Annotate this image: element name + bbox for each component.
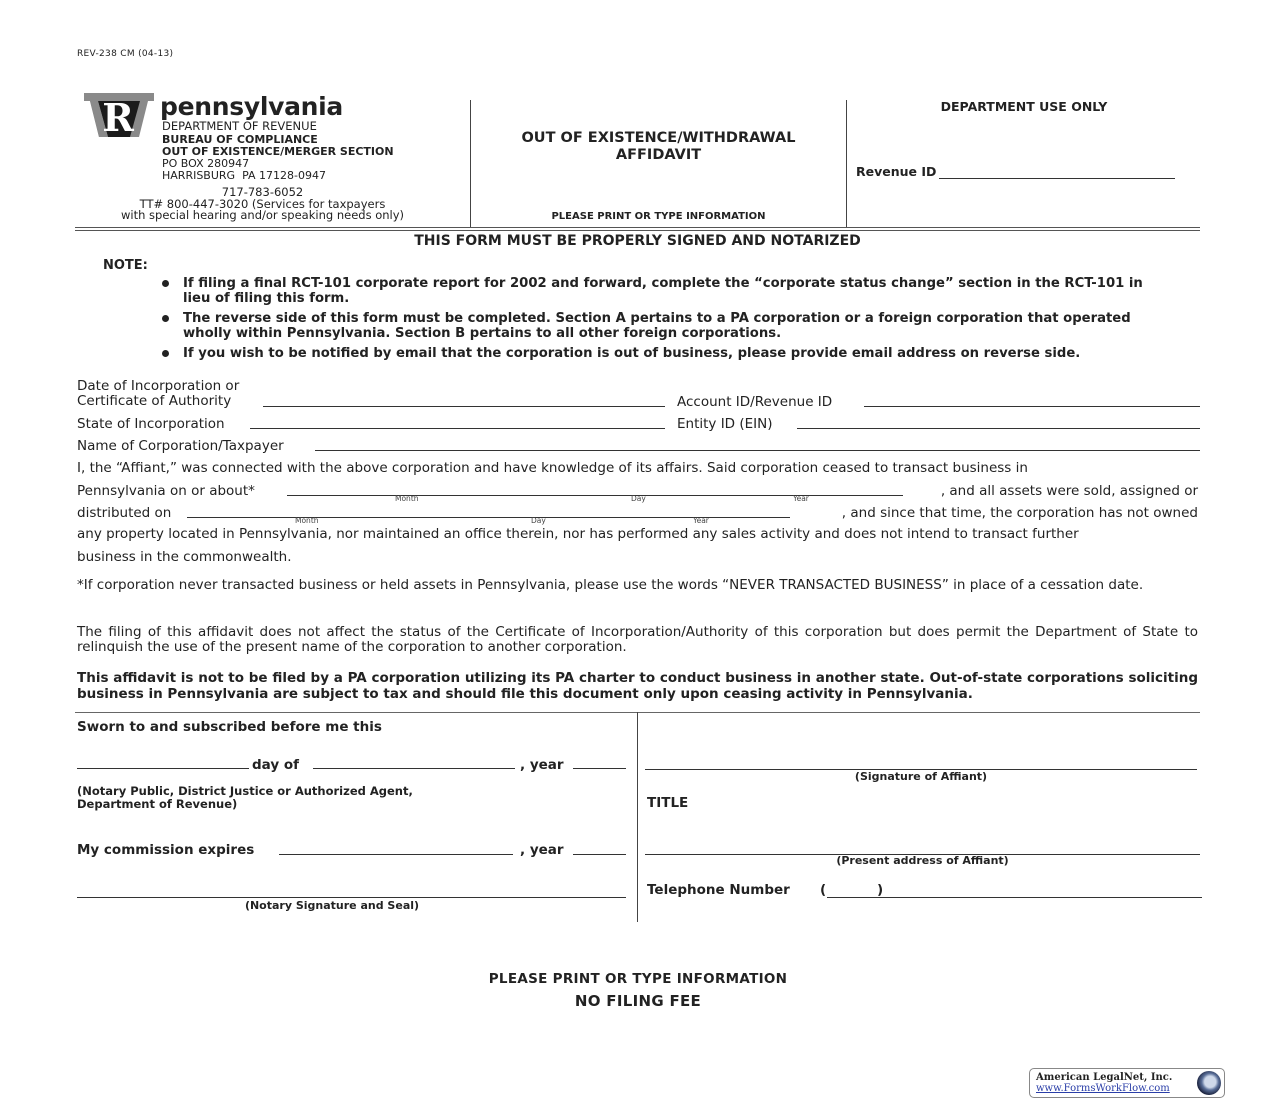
notary-signature-caption: (Notary Signature and Seal) — [244, 899, 420, 912]
department-name: DEPARTMENT OF REVENUE — [162, 119, 317, 133]
affidavit-line-5: business in the commonwealth. — [77, 549, 292, 565]
affidavit-line-1: I, the “Affiant,” was connected with the above corporation and have knowledge of its affairs. Said corporation ceased to transact business in — [77, 460, 1028, 476]
title-line-1: OUT OF EXISTENCE/WITHDRAWAL — [521, 130, 796, 146]
revenue-id-input[interactable] — [939, 166, 1175, 179]
revenue-id-label: Revenue ID — [856, 164, 937, 179]
year-label: , year — [520, 757, 564, 773]
corporation-name-input[interactable] — [315, 438, 1200, 451]
caption-line: (Notary Public, District Justice or Authorized Agent, — [77, 784, 413, 798]
filing-effect-note: The filing of this affidavit does not affect the status of the Certificate of Incorporation/Authority of this corporation but does permit the Department of State to relinquish the use of the present name of the corporation to another corporation. — [77, 624, 1198, 655]
no-filing-fee: NO FILING FEE — [574, 992, 702, 1010]
affiant-address-caption: (Present address of Affiant) — [836, 854, 1009, 867]
date-incorporation-input[interactable] — [263, 394, 665, 407]
telephone-label: Telephone Number — [647, 882, 790, 898]
month-label: Month — [395, 494, 419, 503]
area-code-open: ( — [820, 882, 827, 898]
phone-number: 717-783-6052 — [221, 185, 304, 199]
mailing-address — [162, 134, 394, 182]
svg-text:R: R — [102, 95, 134, 137]
date-incorporation-label — [77, 379, 239, 409]
sworn-day-input[interactable] — [77, 756, 249, 769]
signature-divider — [637, 712, 638, 922]
state-name: pennsylvania — [160, 92, 343, 121]
note-item: If filing a final RCT-101 corporate report for 2002 and forward, complete the “corporate status change” section in the RCT-101 in lieu of filing this form. — [160, 276, 1174, 306]
header-divider — [470, 100, 471, 227]
note-label: NOTE: — [103, 258, 148, 273]
label-line: Certificate of Authority — [77, 393, 232, 409]
day-of-label: day of — [252, 757, 300, 773]
affidavit-line-3-end: , and since that time, the corporation has not owned — [841, 505, 1198, 521]
area-code-close: ) — [877, 882, 884, 898]
department-use-heading: DEPARTMENT USE ONLY — [940, 99, 1108, 114]
globe-icon — [1197, 1071, 1221, 1095]
affiant-signature-caption: (Signature of Affiant) — [854, 770, 988, 783]
sworn-label: Sworn to and subscribed before me this — [77, 719, 382, 735]
account-id-label: Account ID/Revenue ID — [677, 394, 833, 410]
bureau: BUREAU OF COMPLIANCE — [162, 133, 318, 146]
commission-label: My commission expires — [77, 842, 255, 858]
entity-id-input[interactable] — [797, 416, 1200, 429]
affidavit-line-3-start: distributed on — [77, 505, 172, 521]
commission-date-input[interactable] — [279, 842, 513, 855]
entity-id-label: Entity ID (EIN) — [677, 416, 773, 432]
contact-phones — [75, 187, 450, 222]
day-label: Day — [631, 494, 646, 503]
notary-caption — [77, 785, 413, 811]
pa-charter-warning: This affidavit is not to be filed by a PA corporation utilizing its PA charter to conduct business in another state. Out-of-state corporations soliciting business in Pennsylvania are subject to tax and should file this document only upon ceasing activity in Pennsylvania. — [77, 670, 1198, 702]
american-legalnet-badge[interactable] — [1029, 1068, 1225, 1098]
title-line-2: AFFIDAVIT — [615, 147, 702, 163]
year-label: Year — [793, 494, 809, 503]
label-line: Date of Incorporation or — [77, 378, 240, 394]
sworn-year-input[interactable] — [573, 756, 626, 769]
form-title — [472, 130, 845, 164]
cessation-date-input[interactable] — [287, 483, 903, 496]
revenue-id-field — [856, 164, 1175, 179]
title-label: TITLE — [647, 795, 689, 811]
section: OUT OF EXISTENCE/MERGER SECTION — [162, 145, 394, 158]
footer-print-note: PLEASE PRINT OR TYPE INFORMATION — [488, 971, 788, 987]
commission-year-input[interactable] — [573, 842, 626, 855]
pa-keystone-logo — [84, 93, 154, 137]
city-state-zip: HARRISBURG PA 17128-0947 — [162, 169, 326, 182]
state-incorporation-label: State of Incorporation — [77, 416, 225, 432]
telephone-input[interactable] — [827, 885, 1202, 898]
note-item: If you wish to be notified by email that the corporation is out of business, please provide email address on reverse side. — [160, 346, 1174, 361]
affidavit-line-2-start: Pennsylvania on or about* — [77, 483, 255, 499]
affiant-signature-input[interactable] — [645, 757, 1197, 770]
badge-company: American LegalNet, Inc. — [1036, 1072, 1173, 1083]
state-incorporation-input[interactable] — [250, 416, 665, 429]
day-label: Day — [531, 516, 546, 525]
note-list — [160, 276, 1174, 366]
year-label: Year — [693, 516, 709, 525]
year-label: , year — [520, 842, 564, 858]
never-transacted-note: *If corporation never transacted business or held assets in Pennsylvania, please use the words “NEVER TRANSACTED BUSINESS” in place of a cessation date. — [77, 577, 1144, 593]
tt-line-1: TT# 800-447-3020 (Services for taxpayers — [139, 196, 386, 211]
note-item: The reverse side of this form must be completed. Section A pertains to a PA corporation or a foreign corporation that operated wholly within Pennsylvania. Section B pertains to all other foreign corporations. — [160, 311, 1174, 341]
po-box: PO BOX 280947 — [162, 157, 250, 170]
affidavit-line-4: any property located in Pennsylvania, nor maintained an office therein, nor has performed any sales activity and does not intend to transact further — [77, 526, 1079, 542]
badge-link[interactable]: www.FormsWorkFlow.com — [1036, 1083, 1170, 1094]
header-divider — [846, 100, 847, 227]
notary-signature-input[interactable] — [77, 885, 626, 898]
notarize-warning: THIS FORM MUST BE PROPERLY SIGNED AND NOTARIZED — [414, 233, 861, 249]
account-id-input[interactable] — [864, 394, 1200, 407]
tt-line-2: with special hearing and/or speaking needs only) — [120, 208, 405, 222]
print-instruction: PLEASE PRINT OR TYPE INFORMATION — [551, 211, 766, 222]
caption-line: Department of Revenue) — [77, 797, 238, 811]
header-rule — [75, 227, 1200, 231]
affidavit-line-2-end: , and all assets were sold, assigned or — [940, 483, 1198, 499]
sworn-month-input[interactable] — [313, 756, 515, 769]
corporation-name-label: Name of Corporation/Taxpayer — [77, 438, 284, 454]
form-code: REV-238 CM (04-13) — [77, 49, 174, 59]
month-label: Month — [295, 516, 319, 525]
